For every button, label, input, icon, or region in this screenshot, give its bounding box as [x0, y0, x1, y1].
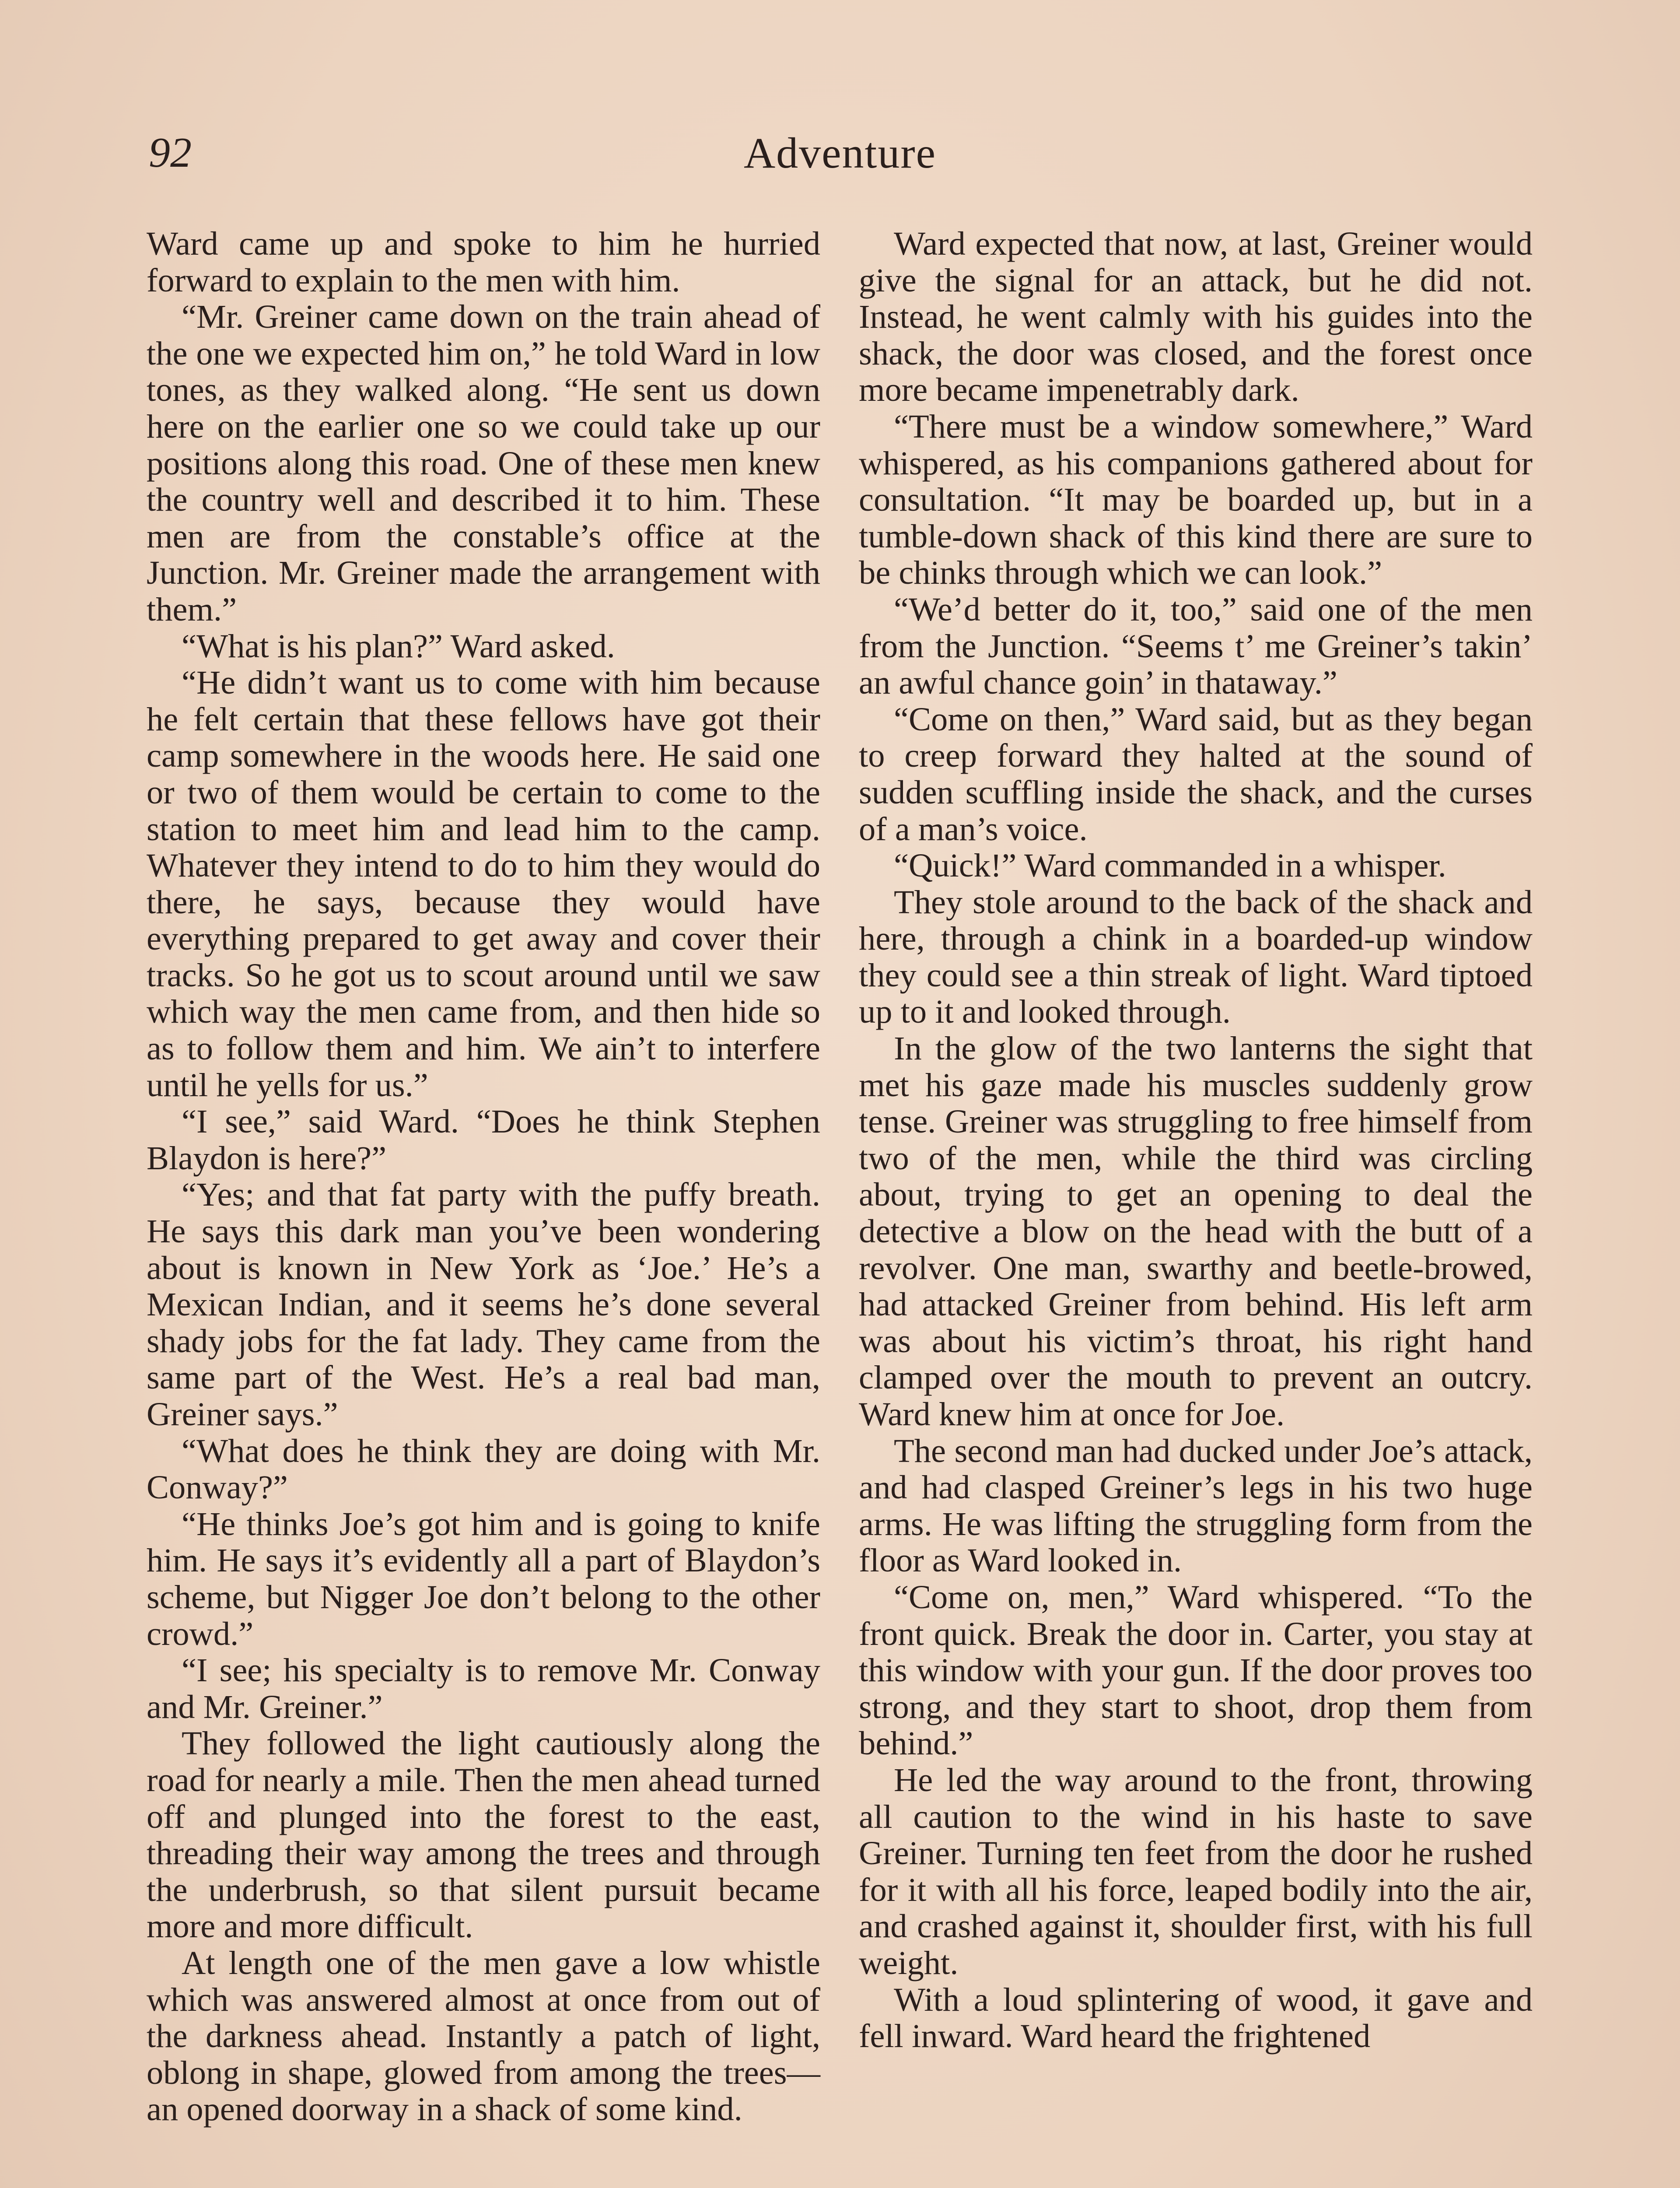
text-column-right: [859, 225, 1533, 2055]
paragraph: “Mr. Greiner came down on the train ahead of the one we expected him on,” he told Ward in low tones, as they walked along. “He sent us down here on the earlier one so we could take up our positions along this road. One of these men knew the country well and described it to him. These men are from the constable’s office at the Junction. Mr. Greiner made the arrangement with them.”: [147, 298, 820, 628]
paragraph: The second man had ducked under Joe’s attack, and had clasped Greiner’s legs in his two huge arms. He was lifting the struggling form from the floor as Ward looked in.: [859, 1432, 1533, 1579]
paragraph: With a loud splintering of wood, it gave and fell inward. Ward heard the frightened: [859, 1981, 1533, 2055]
running-title: Adventure: [743, 129, 937, 177]
paragraph: Ward expected that now, at last, Greiner would give the signal for an attack, but he did not. Instead, he went calmly with his guides into the shack, the door was closed, and the forest once more became impenetrably dark.: [859, 225, 1533, 409]
text-column-left: [147, 225, 820, 2128]
paragraph: “I see,” said Ward. “Does he think Stephen Blaydon is here?”: [147, 1103, 820, 1177]
paragraph: “What is his plan?” Ward asked.: [182, 627, 615, 665]
paragraph: “He thinks Joe’s got him and is going to knife him. He says it’s evidently all a part of Blaydon’s scheme, but Nigger Joe don’t belong to the other crowd.”: [147, 1505, 820, 1652]
paragraph: “There must be a window somewhere,” Ward whispered, as his companions gathered about for consultation. “It may be boarded up, but in a tumble-down shack of this kind there are sure to be chinks through which we can look.”: [859, 407, 1533, 592]
paragraph: “Come on, men,” Ward whispered. “To the front quick. Break the door in. Carter, you stay at this window with your gun. If the door proves too strong, and they start to shoot, drop them from behind.”: [859, 1578, 1533, 1762]
paragraph: They stole around to the back of the shack and here, through a chink in a boarded-up window they could see a thin streak of light. Ward tiptoed up to it and looked through.: [859, 883, 1533, 1031]
paragraph: “I see; his specialty is to remove Mr. Conway and Mr. Greiner.”: [147, 1652, 820, 1725]
paragraph: Ward came up and spoke to him he hurried forward to explain to the men with him.: [147, 225, 820, 299]
paragraph: “Yes; and that fat party with the puffy breath. He says this dark man you’ve been wondering about is known in New York as ‘Joe.’ He’s a Mexican Indian, and it seems he’s done several shady jobs for the fat lady. They came from the same part of the West. He’s a real bad man, Greiner says.”: [147, 1176, 820, 1433]
paragraph: “Come on then,” Ward said, but as they began to creep forward they halted at the sound of sudden scuffling inside the shack, and the curses of a man’s voice.: [859, 700, 1533, 848]
paragraph: He led the way around to the front, throwing all caution to the wind in his haste to save Greiner. Turning ten feet from the door he rushed for it with all his force, leaped bodily into the air, and crashed against it, shoulder first, with his full weight.: [859, 1761, 1533, 1981]
paragraph: They followed the light cautiously along the road for nearly a mile. Then the men ahead turned off and plunged into the forest to the east, threading their way among the trees and through the underbrush, so that silent pursuit became more and more difficult.: [147, 1725, 820, 1945]
page-number: 92: [149, 129, 192, 176]
paragraph: “He didn’t want us to come with him because he felt certain that these fellows have got their camp somewhere in the woods here. He said one or two of them would be certain to come to the station to meet him and lead him to the camp. Whatever they intend to do to him they would do there, he says, because they would have everything prepared to get away and cover their tracks. So he got us to scout around until we saw which way the men came from, and then hide so as to follow them and him. We ain’t to interfere until he yells for us.”: [147, 664, 820, 1104]
paragraph: “We’d better do it, too,” said one of the men from the Junction. “Seems t’ me Greiner’s takin’ an awful chance goin’ in thataway.”: [859, 590, 1533, 701]
paragraph: In the glow of the two lanterns the sight that met his gaze made his muscles suddenly grow tense. Greiner was struggling to free himself from two of the men, while the third was circling about, trying to get an opening to deal the detective a blow on the head with the butt of a revolver. One man, swarthy and beetle-browed, had attacked Greiner from behind. His left arm was about his victim’s throat, his right hand clamped over the mouth to prevent an outcry. Ward knew him at once for Joe.: [859, 1030, 1533, 1433]
paragraph: At length one of the men gave a low whistle which was answered almost at once from out of the darkness ahead. Instantly a patch of light, oblong in shape, glowed from among the trees—an opened doorway in a shack of some kind.: [147, 1944, 820, 2128]
paragraph: “What does he think they are doing with Mr. Conway?”: [147, 1432, 820, 1506]
paragraph: “Quick!” Ward commanded in a whisper.: [894, 847, 1446, 884]
